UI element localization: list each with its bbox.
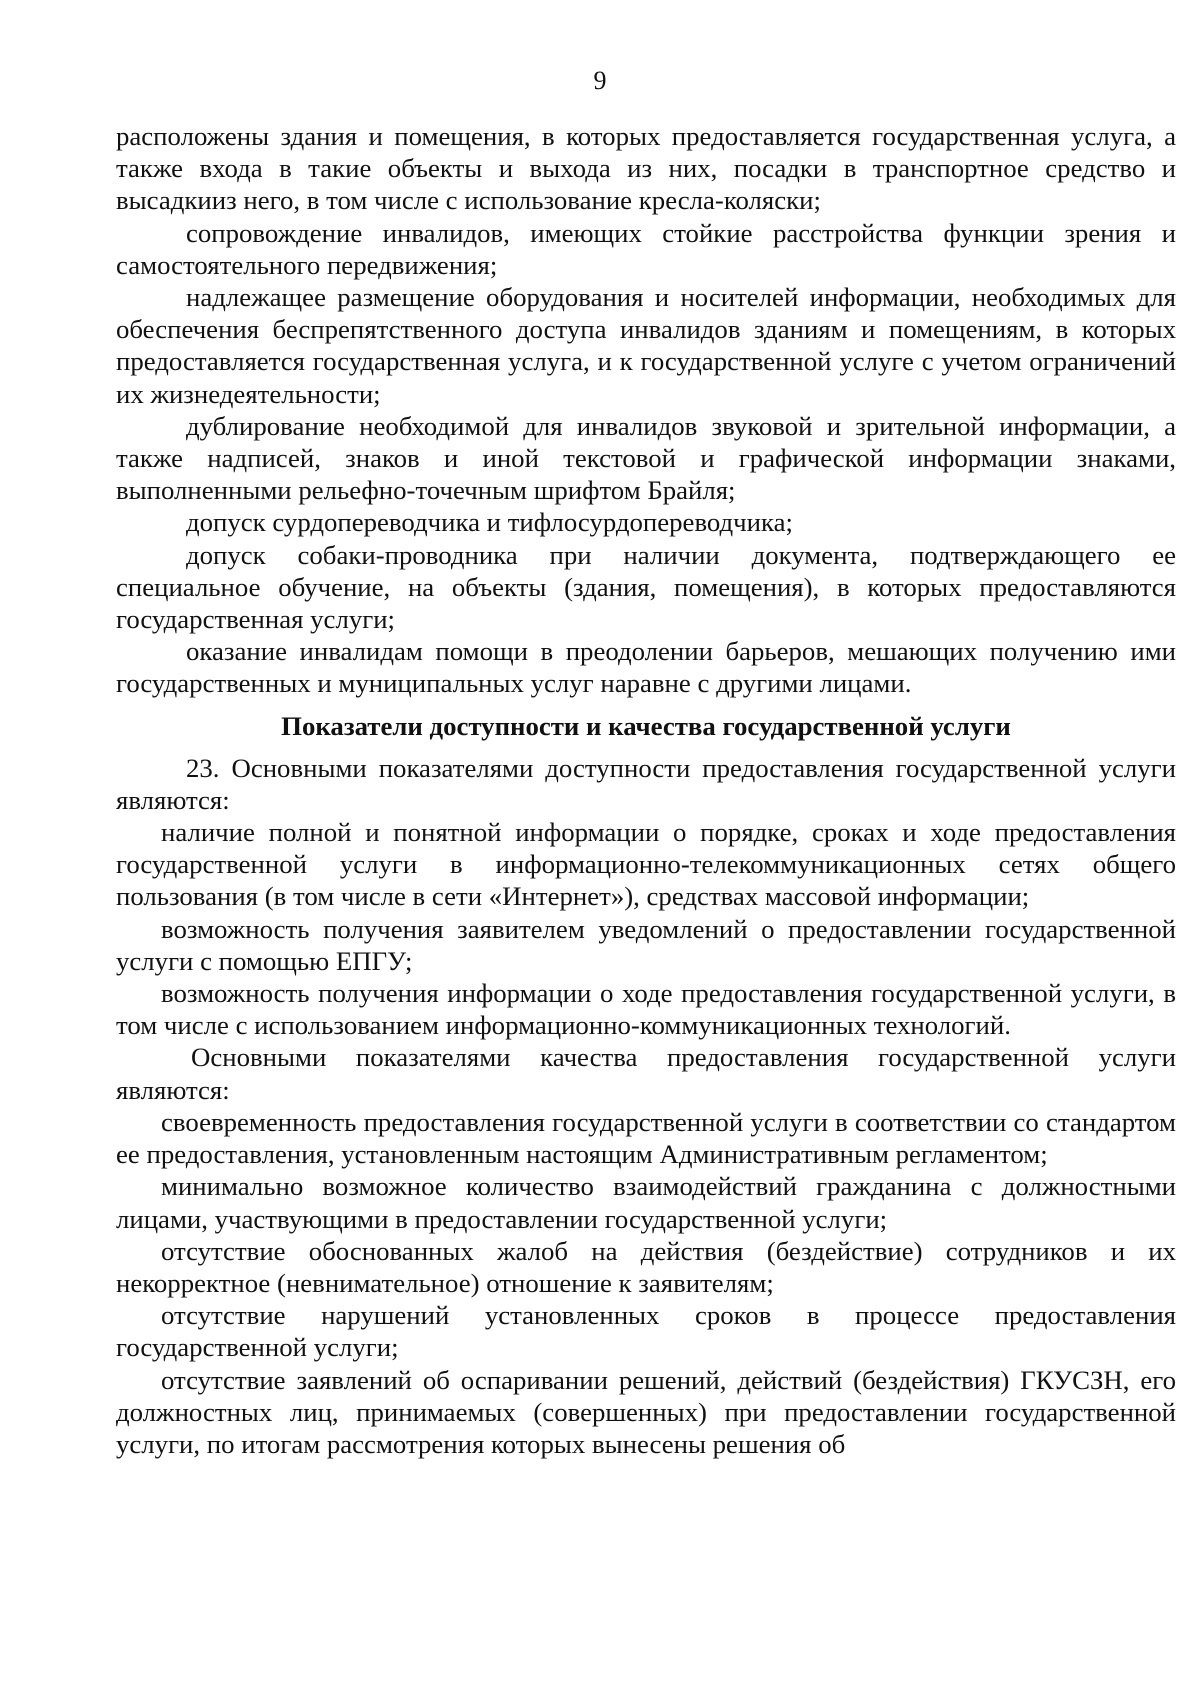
paragraph-no-complaints: отсутствие обоснованных жалоб на действия (бездействие) сотрудников и их некорректное (невнимательное) отношение к заявителям; bbox=[116, 1235, 1176, 1298]
paragraph-sign-interpreter: допуск сурдопереводчика и тифлосурдопереводчика; bbox=[186, 507, 793, 538]
page-number: 9 bbox=[593, 66, 607, 95]
paragraph-23-intro: 23. Основными показателями доступности предоставления государственной услуги являются: bbox=[116, 752, 1176, 815]
section-heading: Показатели доступности и качества государственной услуги bbox=[281, 710, 1011, 741]
paragraph-min-interactions: минимально возможное количество взаимодействий гражданина с должностными лицами, участвующими в предоставлении государственной услуги; bbox=[116, 1171, 1176, 1234]
document-body bbox=[116, 120, 1176, 1460]
paragraph-timeliness: своевременность предоставления государственной услуги в соответствии со стандартом ее предоставления, установленным настоящим Административным регламентом; bbox=[116, 1106, 1176, 1170]
paragraph-equipment-placement: надлежащее размещение оборудования и носителей информации, необходимых для обеспечения беспрепятственного доступа инвалидов зданиям и помещениям, в которых предоставляется государственная услуга, и к государственной услуге с учетом ограничений их жизнедеятельности; bbox=[116, 282, 1176, 409]
paragraph-quality-intro: Основными показателями качества предоставления государственной услуги являются: bbox=[116, 1042, 1176, 1105]
paragraph-duplication: дублирование необходимой для инвалидов звуковой и зрительной информации, а также надписей, знаков и иной текстовой и графической информации знаками, выполненными рельефно-точечным шрифтом Брайля; bbox=[116, 410, 1176, 506]
paragraph-continuation: расположены здания и помещения, в которых предоставляется государственная услуга, а также входа в такие объекты и выхода из них, посадки в транспортное средство и высадкииз него, в том числе с использование кресла-коляски; bbox=[116, 121, 1176, 216]
paragraph-full-information: наличие полной и понятной информации о порядке, сроках и ходе предоставления государственной услуги в информационно-телекоммуникационных сетях общего пользования (в том числе в сети «Интернет»), средствах массовой информации; bbox=[116, 817, 1176, 912]
paragraph-progress-info: возможность получения информации о ходе предоставления государственной услуги, в том числе с использованием информационно-коммуникационных технологий. bbox=[116, 978, 1176, 1041]
paragraph-guide-dog: допуск собаки-проводника при наличии документа, подтверждающего ее специальное обучение, на объекты (здания, помещения), в которых предоставляются государственная услуги; bbox=[116, 539, 1176, 635]
paragraph-assistance: оказание инвалидам помощи в преодолении барьеров, мешающих получению ими государственных и муниципальных услуг наравне с другими лицами. bbox=[116, 636, 1176, 699]
paragraph-no-violations: отсутствие нарушений установленных сроков в процессе предоставления государственной услуги; bbox=[116, 1300, 1176, 1363]
paragraph-notifications: возможность получения заявителем уведомлений о предоставлении государственной услуги с помощью ЕПГУ; bbox=[116, 913, 1176, 976]
paragraph-escort: сопровождение инвалидов, имеющих стойкие расстройства функции зрения и самостоятельного передвижения; bbox=[116, 217, 1176, 280]
paragraph-no-disputes: отсутствие заявлений об оспаривании решений, действий (бездействия) ГКУСЗН, его должностных лиц, принимаемых (совершенных) при предоставлении государственной услуги, по итогам рассмотрения которых вынесены решения об bbox=[116, 1364, 1176, 1459]
